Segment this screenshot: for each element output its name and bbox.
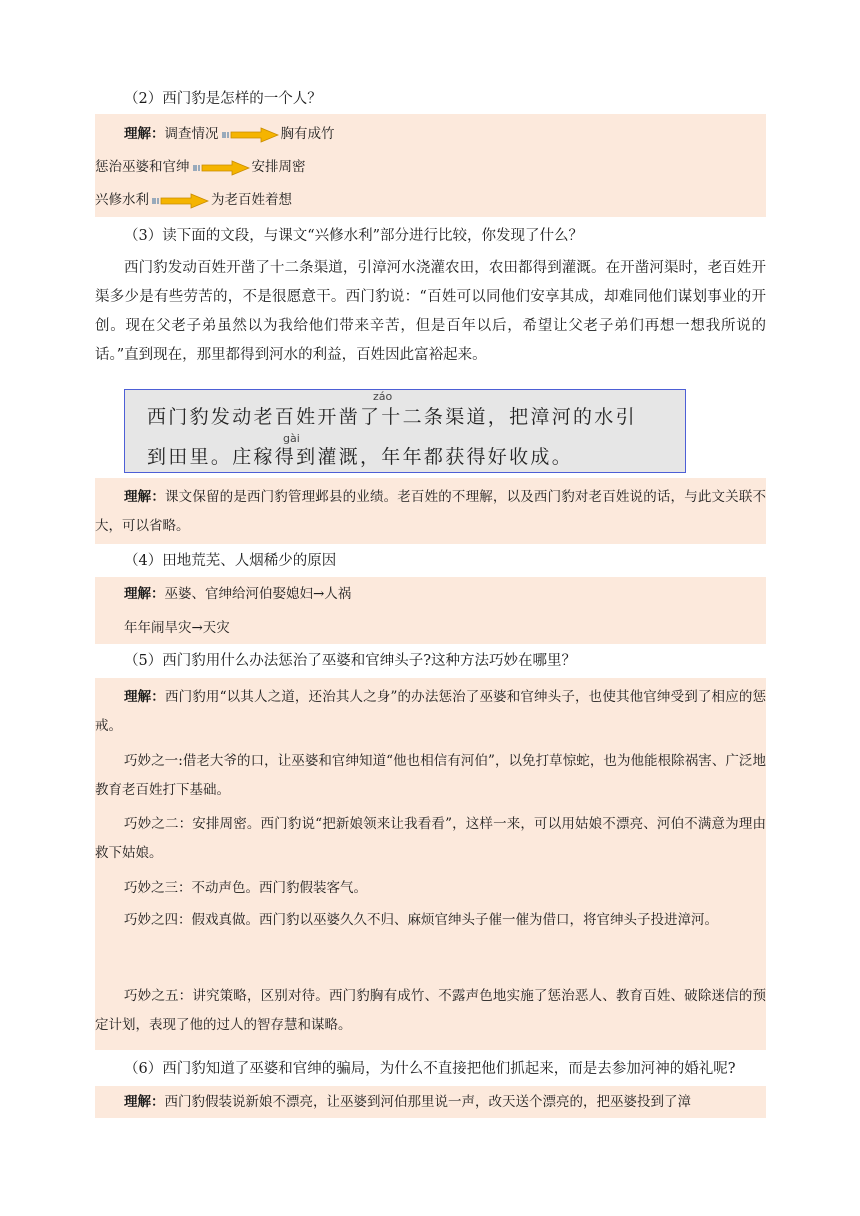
question-2: （2）西门豹是怎样的一个人？ <box>124 91 322 107</box>
answer-label: 理解： <box>124 689 165 705</box>
answer-q4-line1: 理解：巫婆、官绅给河伯娶媳妇→人祸 <box>124 586 352 602</box>
answer-row-2 <box>95 157 306 177</box>
answer-label: 理解： <box>124 586 165 602</box>
textbook-excerpt <box>124 389 686 473</box>
answer-label: 理解： <box>124 1094 165 1110</box>
answer-row-3 <box>95 190 292 210</box>
row2-left: 惩治巫婆和官绅 <box>95 159 190 175</box>
row3-left: 兴修水利 <box>95 192 149 208</box>
question-4: （4）田地荒芜、人烟稀少的原因 <box>124 553 337 569</box>
answer-box-q4 <box>95 577 766 644</box>
row3-right: 为老百姓着想 <box>211 192 292 208</box>
answer-q5-p4: 巧妙之三：不动声色。西门豹假装客气。 <box>124 880 367 896</box>
answer-box-q5 <box>95 678 766 1050</box>
pinyin-zao: záo <box>373 390 393 403</box>
answer-q6-text: 理解：西门豹假装说新娘不漂亮，让巫婆到河伯那里说一声，改天送个漂亮的，把巫婆投到了漳 <box>124 1094 691 1110</box>
arrow-icon <box>151 193 209 209</box>
answer-q5-p3: 巧妙之二：安排周密。西门豹说“把新娘领来让我看看”，这样一来，可以用姑娘不漂亮、河伯不满意为理由救下姑娘。 <box>95 816 766 861</box>
answer-q4-line2: 年年闹旱灾→天灾 <box>124 620 230 636</box>
answer-box-q6 <box>95 1086 766 1118</box>
row1-right: 胸有成竹 <box>280 126 335 142</box>
arrow-icon <box>192 160 250 176</box>
answer-row-1 <box>124 124 335 144</box>
answer-text-q3: 理解：课文保留的是西门豹管理邺县的业绩。老百姓的不理解，以及西门豹对老百姓说的话，与此文关联不大，可以省略。 <box>95 489 767 534</box>
answer-q5-p2: 巧妙之一:借老大爷的口，让巫婆和官绅知道“他也相信有河伯”，以免打草惊蛇，也为他能根除祸害、广泛地教育老百姓打下基础。 <box>95 753 766 798</box>
row2-right: 安排周密 <box>251 159 306 175</box>
arrow-icon <box>221 127 279 143</box>
row1-left: 调查情况 <box>164 126 219 142</box>
passage: 西门豹发动百姓开凿了十二条渠道，引漳河水浇灌农田，农田都得到灌溉。在开凿河渠时，老百姓开渠多少是有些劳苦的，不是很愿意干。西门豹说：“百姓可以同他们安享其成，却难同他们谋划事业的开创。现在父老子弟虽然以为我给他们带来辛苦，但是百年以后，希望让父老子弟们再想一想我所说的话。”直到现在，那里都得到河水的利益，百姓因此富裕起来。 <box>95 260 766 363</box>
textbook-line-2: 到田里。庄稼得到灌溉，年年都获得好收成。 <box>147 446 574 468</box>
question-3: （3）读下面的文段，与课文“兴修水利”部分进行比较，你发现了什么？ <box>124 228 584 244</box>
answer-q5-p1: 理解：西门豹用“以其人之道，还治其人之身”的办法惩治了巫婆和官绅头子，也使其他官绅受到了相应的惩戒。 <box>95 689 766 734</box>
answer-box-q3 <box>95 478 766 544</box>
question-5: （5）西门豹用什么办法惩治了巫婆和官绅头子?这种方法巧妙在哪里？ <box>124 653 576 669</box>
answer-q5-p5: 巧妙之四：假戏真做。西门豹以巫婆久久不归、麻烦官绅头子催一催为借口，将官绅头子投进漳河。 <box>124 912 718 928</box>
answer-q5-p6: 巧妙之五：讲究策略，区别对待。西门豹胸有成竹、不露声色地实施了惩治恶人、教育百姓、破除迷信的预定计划，表现了他的过人的智存慧和谋略。 <box>95 988 766 1033</box>
answer-box-q2 <box>95 114 766 217</box>
answer-label: 理解： <box>124 489 165 505</box>
answer-label: 理解： <box>124 126 165 142</box>
pinyin-gai: gài <box>283 432 300 445</box>
textbook-line-1: 西门豹发动老百姓开凿了十二条渠道，把漳河的水引 <box>147 406 637 428</box>
question-6: （6）西门豹知道了巫婆和官绅的骗局，为什么不直接把他们抓起来，而是去参加河神的婚礼呢? <box>124 1061 736 1077</box>
